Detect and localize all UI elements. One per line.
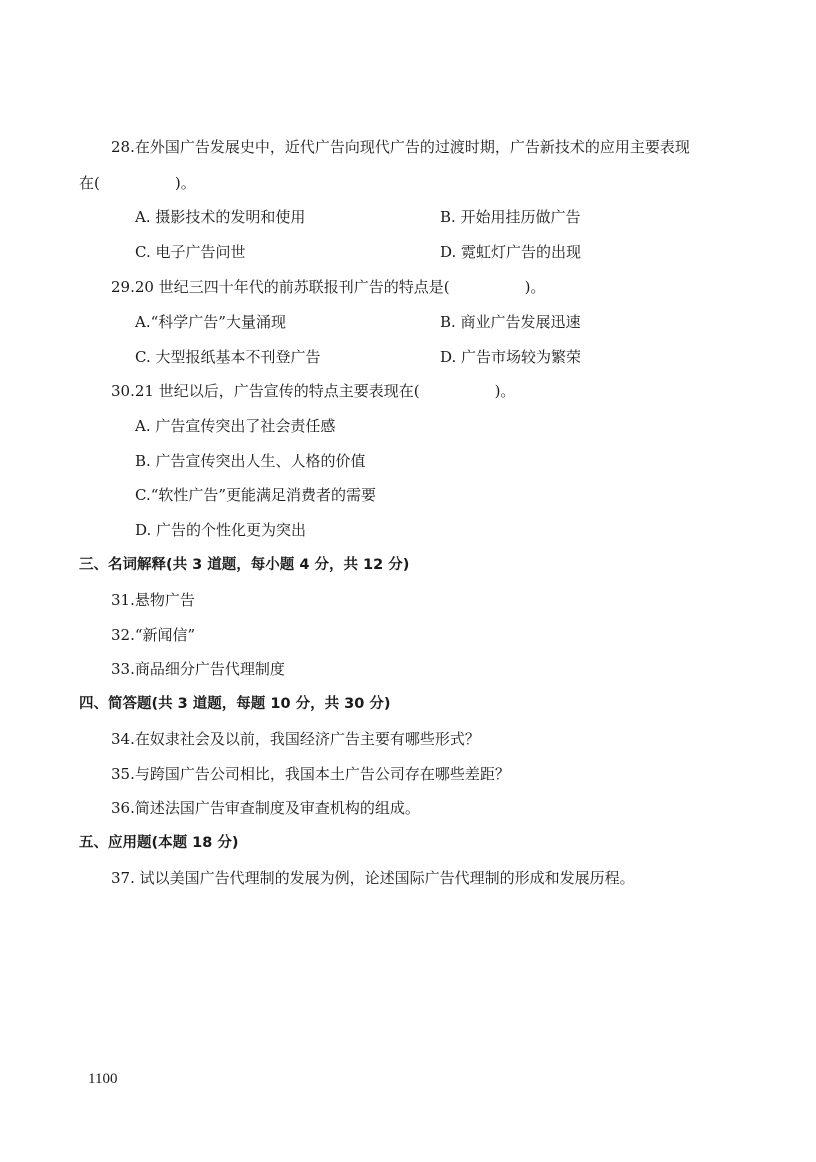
question-28-option-a: A. 摄影技术的发明和使用 [135,208,306,226]
question-28-option-b: B. 开始用挂历做广告 [440,208,581,226]
question-30-option-d: D. 广告的个性化更为突出 [135,521,307,539]
question-28-stem: 28.在外国广告发展史中，近代广告向现代广告的过渡时期，广告新技术的应用主要表现 [111,138,690,156]
section-5-heading: 五、应用题(本题 18 分) [79,835,239,851]
section-3-item: 32.“新闻信” [111,626,196,644]
section-3-heading: 三、名词解释(共 3 道题，每小题 4 分，共 12 分) [79,557,410,573]
section-4-item: 36.简述法国广告审查制度及审查机构的组成。 [111,799,420,817]
section-4-heading: 四、简答题(共 3 道题，每题 10 分，共 30 分) [79,696,391,712]
section-4-item: 35.与跨国广告公司相比，我国本土广告公司存在哪些差距？ [111,765,510,783]
question-29-stem: 29.20 世纪三四十年代的前苏联报刊广告的特点是( )。 [111,278,546,296]
question-29-option-b: B. 商业广告发展迅速 [440,313,581,331]
section-3-item: 31.悬物广告 [111,591,195,609]
section-5-item: 37. 试以美国广告代理制的发展为例，论述国际广告代理制的形成和发展历程。 [111,869,635,887]
question-30-option-c: C.“软性广告”更能满足消费者的需要 [135,486,377,504]
question-29-option-c: C. 大型报纸基本不刊登广告 [135,348,321,366]
question-29-option-a: A.“科学广告”大量涌现 [135,313,286,331]
question-30-option-b: B. 广告宣传突出人生、人格的价值 [135,452,366,470]
question-28-stem-continued: 在( )。 [79,174,196,192]
page-number: 1100 [88,1071,118,1087]
question-28-option-d: D. 霓虹灯广告的出现 [440,243,582,261]
question-30-option-a: A. 广告宣传突出了社会责任感 [135,417,336,435]
section-4-item: 34.在奴隶社会及以前，我国经济广告主要有哪些形式？ [111,730,480,748]
question-28-option-c: C. 电子广告问世 [135,243,246,261]
section-3-item: 33.商品细分广告代理制度 [111,660,285,678]
question-29-option-d: D. 广告市场较为繁荣 [440,348,582,366]
question-30-stem: 30.21 世纪以后，广告宣传的特点主要表现在( )。 [111,382,516,400]
